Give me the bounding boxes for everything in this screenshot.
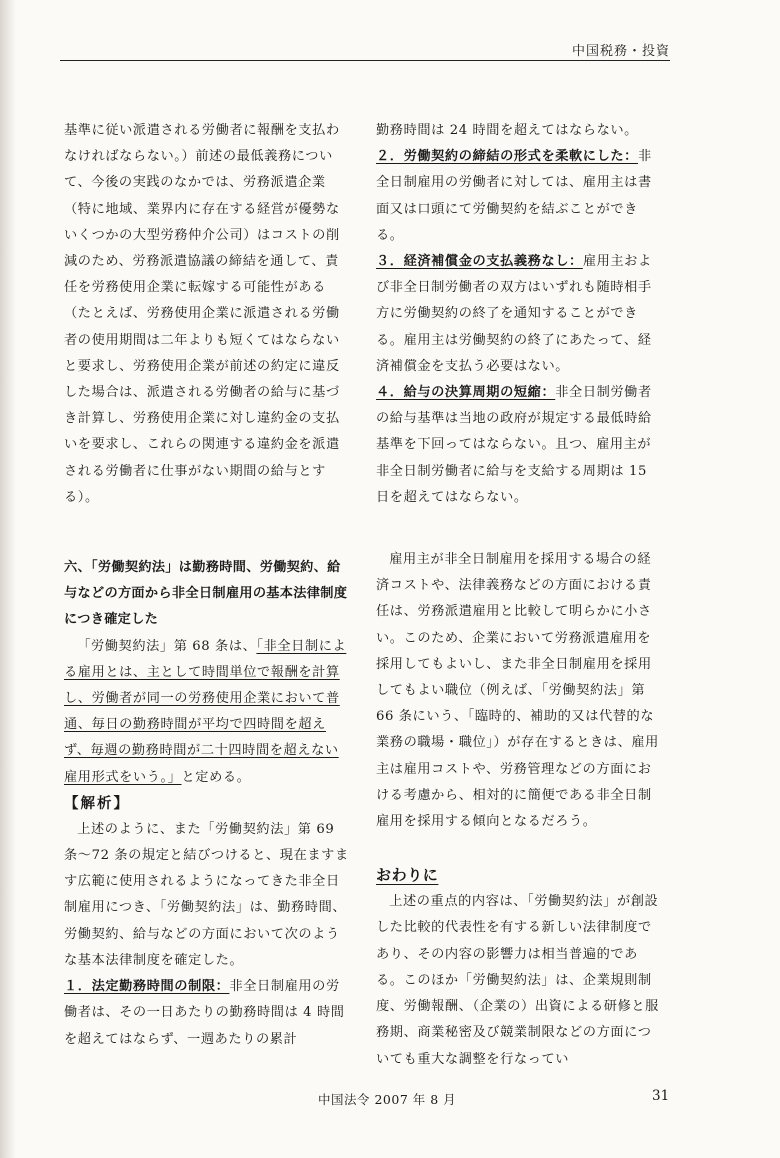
item-4 xyxy=(376,380,662,511)
item-2-heading: ２．労働契約の締結の形式を柔軟にした： xyxy=(376,149,638,165)
item-1-continued: 勤務時間は 24 時間を超えてはならない。 xyxy=(376,123,638,138)
item-3-body: 雇用主および非全日制労働者の双方はいずれも随時相手方に労働契約の終了を通知することができる。雇用主は労働契約の終了にあたって、経済補償金を支払う必要はない。 xyxy=(376,254,652,374)
footer-source: 中国法令 2007 年 8 月 xyxy=(318,1092,457,1107)
cost-paragraph: 雇用主が非全日制雇用を採用する場合の経済コストや、法律義務などの方面における責任は、労務派遣雇用と比較して明らかに小さい。このため、企業において労務派遣雇用を採用してもよいし、また非全日制雇用を採用してもよい職位（例えば、「労働契約法」第 66 条にいう、「臨時的、補助的又は代替的な業務の職場・職位」）が存在するときは、雇用主は雇用コストや、労務管理などの方面における考慮から、相対的に簡便である非全日制雇用を採用する傾向となるだろう。 xyxy=(376,552,659,830)
item-3 xyxy=(376,249,662,380)
page-gutter-shadow xyxy=(0,0,16,1158)
continued-paragraph: 基準に従い派遣される労働者に報酬を支払わなければならない。）前述の最低義務について、今後の実践のなかでは、労務派遣企業（特に地域、業界内に存在する経営が優勢ないくつかの大型労務仲介公司）はコストの削減のため、労務派遣協議の締結を通して、責任を労務使用企業に転嫁する可能性がある（たとえば、労務使用企業に派遣される労働者の使用期間は二年よりも短くてはならないと要求し、労務使用企業が前述の約定に違反した場合は、派遣される労働者の給与に基づき計算し、労務使用企業に対し違約金の支払いを要求し、これらの関連する違約金を派遣される労働者に仕事がない期間の給与とする）。 xyxy=(64,123,340,505)
article-68-intro: 「労働契約法」第 68 条は、 xyxy=(77,638,257,654)
item-2-body: 非全日制雇用の労働者に対しては、雇用主は書面又は口頭にて労働契約を結ぶことができる。 xyxy=(376,149,652,243)
conclusion-paragraph: 上述の重点的内容は、「労働契約法」が創設した比較的代表性を有する新しい法律制度であり、その内容の影響力は相当普遍的である。このほか「労働契約法」は、企業規則制度、労働報酬、（企業の）出資による研修と服務期、商業秘密及び競業制限などの方面についても重大な調整を行なってい xyxy=(376,894,659,1067)
article-68-quote: 「非全日制による雇用とは、主として時間単位で報酬を計算し、労働者が同一の労務使用企業において普通、毎日の勤務時間が平均で四時間を超えず、毎週の勤務時間が二十四時間を超えない雇用形式をいう。」 xyxy=(64,638,347,785)
page-number: 31 xyxy=(652,1088,670,1104)
article-68-paragraph xyxy=(64,634,350,791)
item-4-body: 非全日制労働者の給与基準は当地の政府が規定する最低時給基準を下回ってはならない。且つ、雇用主が非全日制労働者に給与を支給する周期は 15 日を超えてはならない。 xyxy=(376,385,652,505)
section-heading: 六、「労働契約法」は勤務時間、労働契約、給与などの方面から非全日制雇用の基本法律制度につき確定した xyxy=(64,560,348,628)
item-2 xyxy=(376,144,662,249)
analysis-paragraph: 上述のように、また「労働契約法」第 69 条～72 条の規定と結びつけると、現在ますます広範に使用されるようになってきた非全日制雇用につき、「労働契約法」は、勤務時間、労働契約、給与などの方面において次のような基本法律制度を確定した。 xyxy=(64,821,349,968)
item-3-heading: ３．経済補償金の支払義務なし： xyxy=(376,254,583,270)
conclusion-heading: おわりに xyxy=(376,866,439,885)
right-column xyxy=(376,118,662,1073)
item-1 xyxy=(64,974,350,1053)
item-1-heading: １．法定勤務時間の制限： xyxy=(64,979,230,995)
analysis-heading: 【解析】 xyxy=(64,794,130,812)
article-68-end: と定める。 xyxy=(181,769,251,785)
left-column xyxy=(64,118,350,1053)
item-4-heading: ４．給与の決算周期の短縮： xyxy=(376,385,556,401)
header-rule xyxy=(60,60,670,61)
item-1-body: 非全日制雇用の労働者は、その一日あたりの勤務時間は 4 時間を超えてはならず、一週あたりの累計 xyxy=(64,979,345,1047)
running-header-title: 中国税務・投資 xyxy=(571,44,670,59)
